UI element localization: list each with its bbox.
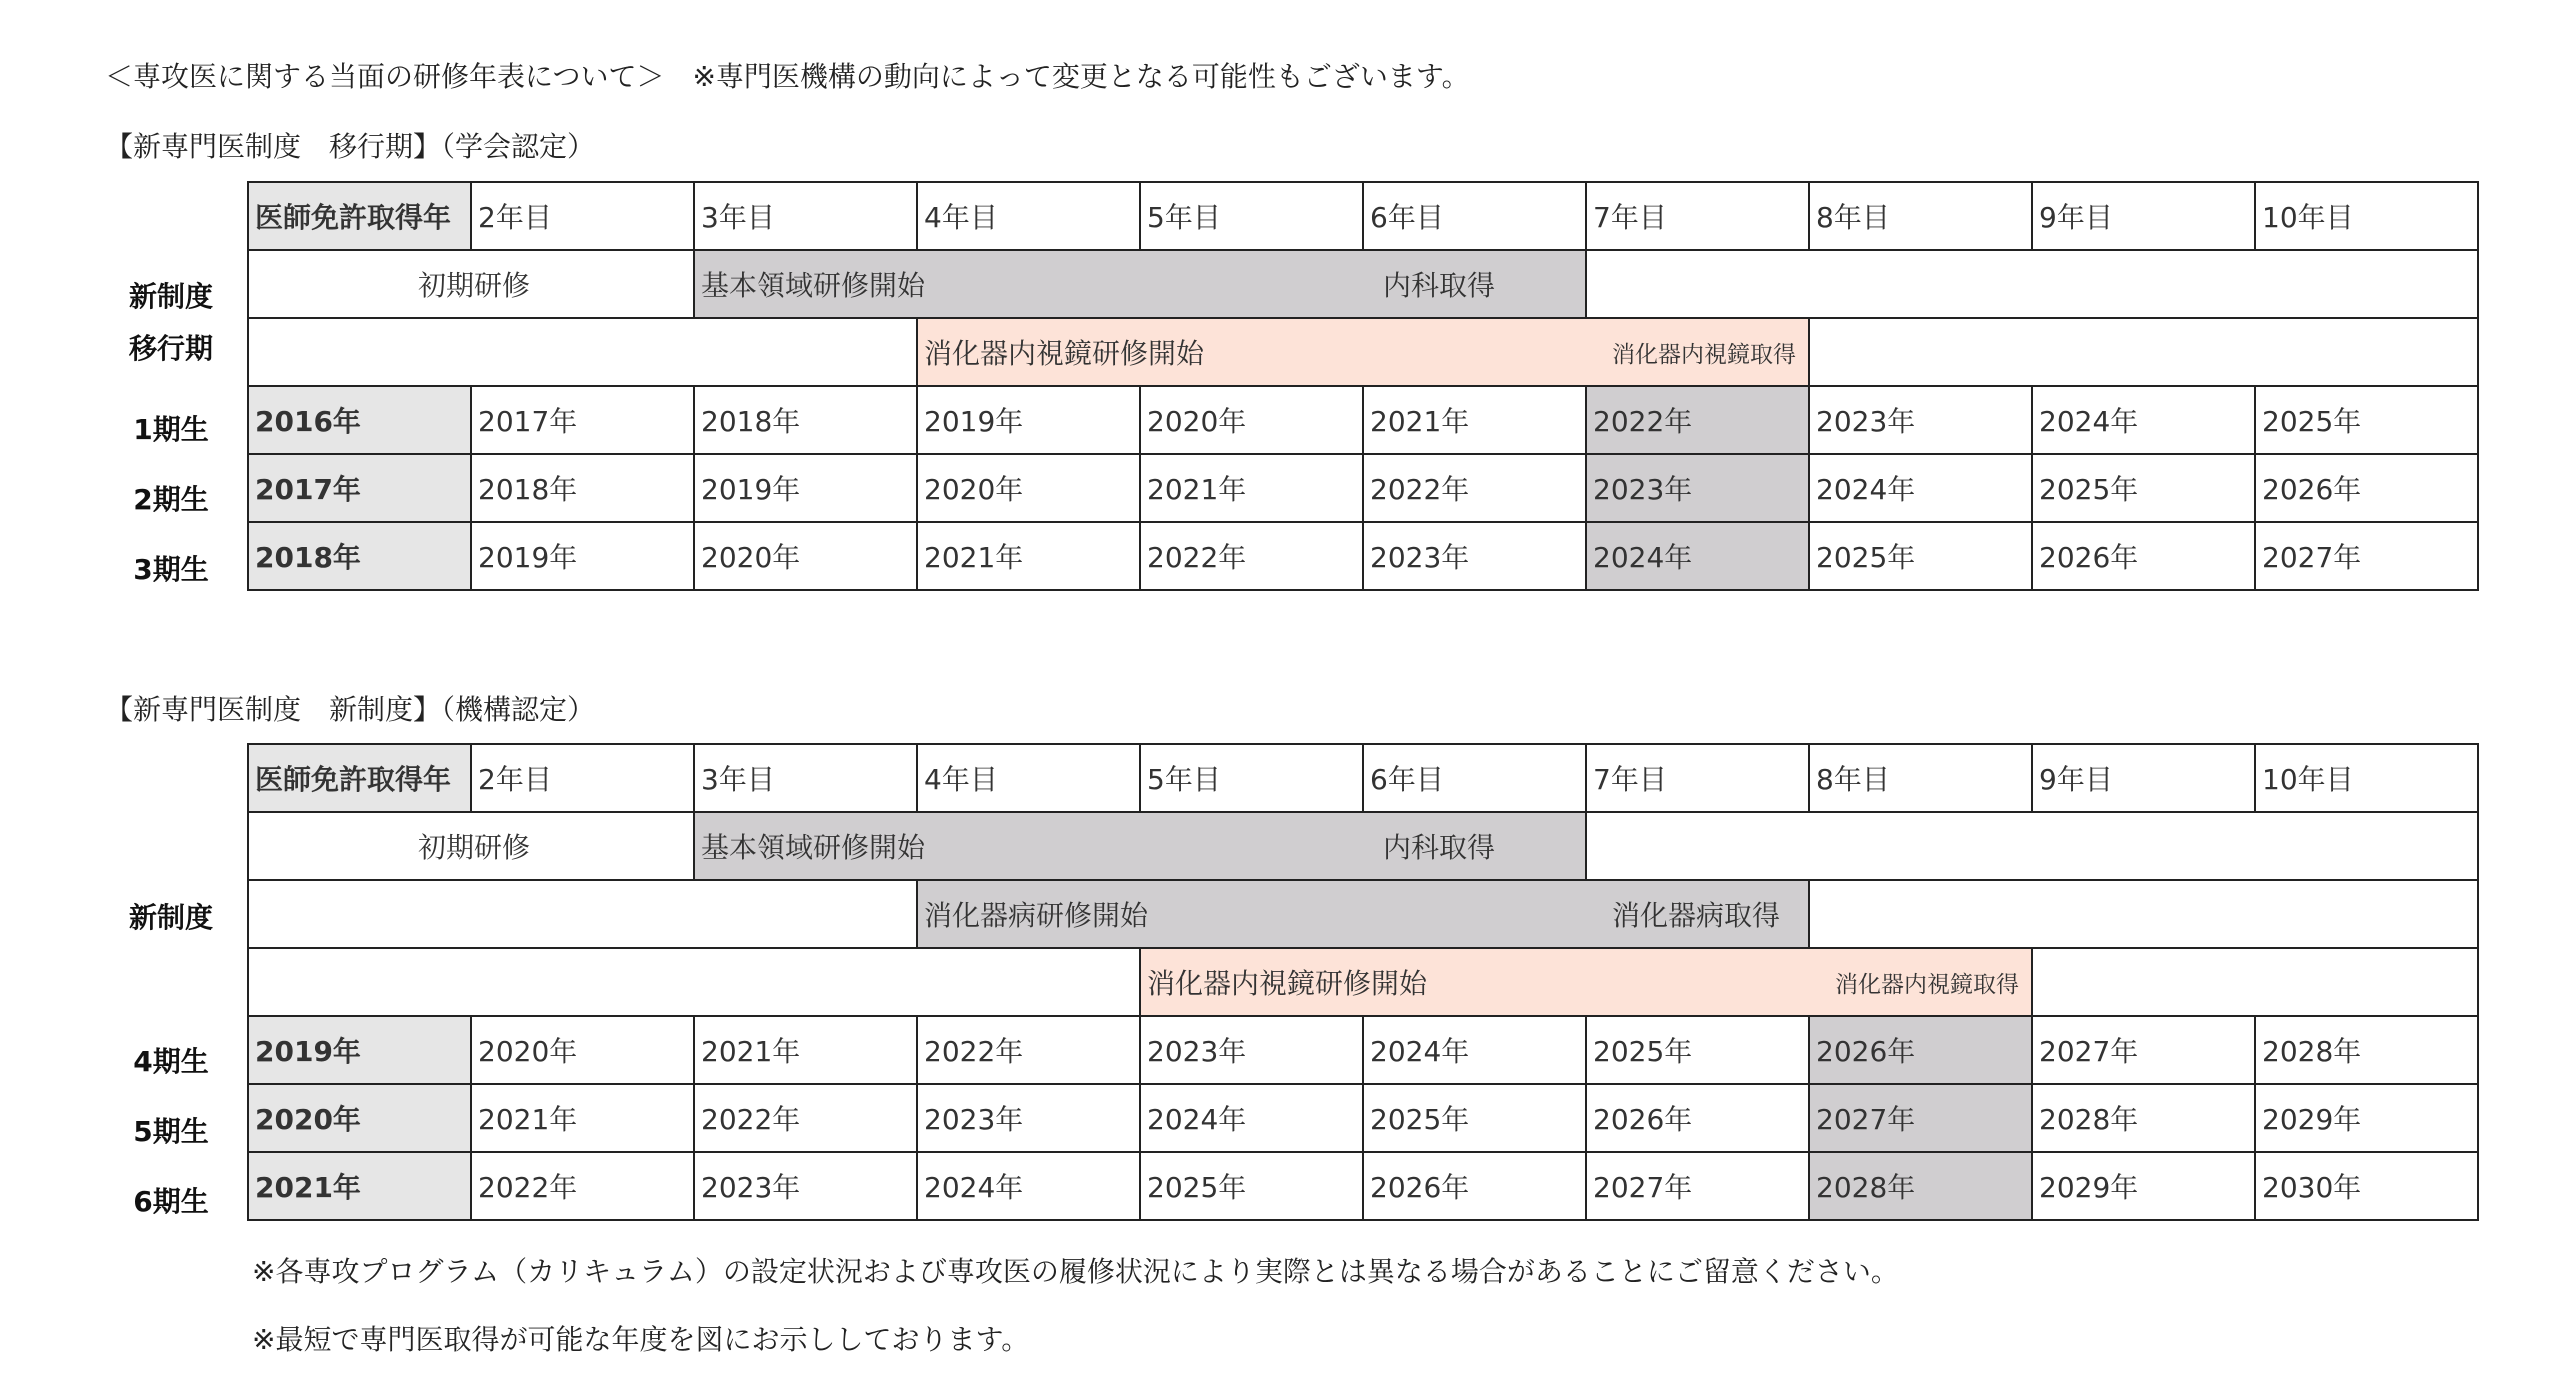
gastroenterology-bar: [917, 880, 1809, 948]
year-cell: 2025年: [2032, 454, 2255, 522]
year-cell: 2028年: [2032, 1084, 2255, 1152]
header-year-cell: 10年目: [2255, 744, 2478, 812]
header-year-cell: 7年目: [1586, 744, 1809, 812]
header-year-cell: 8年目: [1809, 182, 2032, 250]
cohort-label: 3期生: [133, 553, 209, 586]
year-cell: 2023年: [1809, 386, 2032, 454]
header-year-cell: 8年目: [1809, 744, 2032, 812]
cohort-row: [248, 1152, 2478, 1220]
header-year-cell: 9年目: [2032, 182, 2255, 250]
initial-training-cell: 初期研修: [248, 812, 694, 880]
specialist-acquire-year-cell: 2024年: [1586, 522, 1809, 590]
year-cell: 2021年: [917, 522, 1140, 590]
endoscopy-row: [248, 318, 2478, 386]
endoscopy-acquire-label: 消化器内視鏡取得: [1612, 341, 1796, 368]
section2-title: 【新専門医制度 新制度】（機構認定）: [105, 693, 596, 726]
cohort-label: 4期生: [133, 1045, 209, 1078]
empty-cell: [1809, 318, 2478, 386]
license-year-cell: 2017年: [248, 454, 471, 522]
year-cell: 2024年: [917, 1152, 1140, 1220]
year-cell: 2023年: [917, 1084, 1140, 1152]
year-cell: 2025年: [1809, 522, 2032, 590]
cohort-label: 5期生: [133, 1115, 209, 1148]
section2-timeline-table: [247, 743, 2479, 1221]
year-cell: 2023年: [694, 1152, 917, 1220]
empty-cell: [248, 880, 917, 948]
internal-medicine-acquire-label: 内科取得: [1382, 831, 1495, 864]
year-cell: 2021年: [694, 1016, 917, 1084]
header-license-year: 医師免許取得年: [248, 744, 471, 812]
basic-training-row: [248, 250, 2478, 318]
gastroenterology-acquire-label: 消化器病取得: [1611, 899, 1780, 932]
year-cell: 2026年: [2255, 454, 2478, 522]
license-year-cell: 2021年: [248, 1152, 471, 1220]
license-year-cell: 2018年: [248, 522, 471, 590]
year-cell: 2029年: [2255, 1084, 2478, 1152]
year-cell: 2024年: [1140, 1084, 1363, 1152]
endoscopy-bar: [917, 318, 1809, 386]
year-cell: 2017年: [471, 386, 694, 454]
year-cell: 2022年: [1363, 454, 1586, 522]
empty-cell: [2032, 948, 2478, 1016]
specialist-acquire-year-cell: 2022年: [1586, 386, 1809, 454]
empty-cell: [248, 318, 917, 386]
header-row: [248, 744, 2478, 812]
cohort-label: 6期生: [133, 1185, 209, 1218]
year-cell: 2020年: [471, 1016, 694, 1084]
specialist-acquire-year-cell: 2028年: [1809, 1152, 2032, 1220]
year-cell: 2027年: [2255, 522, 2478, 590]
cohort-row: [248, 522, 2478, 590]
page-heading: ＜専攻医に関する当面の研修年表について＞ ※専門医機構の動向によって変更となる可能性もございます。: [105, 60, 1470, 93]
initial-training-cell: 初期研修: [248, 250, 694, 318]
license-year-cell: 2019年: [248, 1016, 471, 1084]
header-year-cell: 2年目: [471, 744, 694, 812]
cohort-row: [248, 386, 2478, 454]
endoscopy-start-label: 消化器内視鏡研修開始: [1147, 967, 1428, 1000]
year-cell: 2020年: [1140, 386, 1363, 454]
year-cell: 2027年: [1586, 1152, 1809, 1220]
header-year-cell: 6年目: [1363, 744, 1586, 812]
year-cell: 2026年: [1363, 1152, 1586, 1220]
empty-cell: [1586, 250, 2478, 318]
empty-cell: [248, 948, 1140, 1016]
year-cell: 2022年: [1140, 522, 1363, 590]
year-cell: 2026年: [2032, 522, 2255, 590]
endoscopy-row: [248, 948, 2478, 1016]
cohort-label: 2期生: [133, 483, 209, 516]
section2-group-label: 新制度: [128, 901, 213, 934]
cohort-row: [248, 1016, 2478, 1084]
header-year-cell: 2年目: [471, 182, 694, 250]
year-cell: 2022年: [471, 1152, 694, 1220]
header-license-year: 医師免許取得年: [248, 182, 471, 250]
license-year-cell: 2020年: [248, 1084, 471, 1152]
basic-domain-bar: [694, 812, 1586, 880]
endoscopy-start-label: 消化器内視鏡研修開始: [924, 337, 1205, 370]
year-cell: 2018年: [694, 386, 917, 454]
year-cell: 2021年: [471, 1084, 694, 1152]
header-year-cell: 3年目: [694, 744, 917, 812]
header-year-cell: 9年目: [2032, 744, 2255, 812]
footnote-shortest: ※最短で専門医取得が可能な年度を図にお示ししております。: [252, 1323, 1030, 1356]
section1-group-label-line2: 移行期: [128, 332, 213, 365]
cohort-row: [248, 454, 2478, 522]
year-cell: 2024年: [2032, 386, 2255, 454]
year-cell: 2025年: [1140, 1152, 1363, 1220]
year-cell: 2021年: [1363, 386, 1586, 454]
basic-training-start-label: 基本領域研修開始: [701, 269, 926, 302]
empty-cell: [1809, 880, 2478, 948]
gastroenterology-row: [248, 880, 2478, 948]
year-cell: 2024年: [1809, 454, 2032, 522]
endoscopy-acquire-label: 消化器内視鏡取得: [1835, 971, 2019, 998]
year-cell: 2019年: [471, 522, 694, 590]
header-year-cell: 4年目: [917, 744, 1140, 812]
year-cell: 2023年: [1363, 522, 1586, 590]
basic-domain-bar: [694, 250, 1586, 318]
cohort-label: 1期生: [133, 413, 209, 446]
header-row: [248, 182, 2478, 250]
header-year-cell: 10年目: [2255, 182, 2478, 250]
specialist-acquire-year-cell: 2027年: [1809, 1084, 2032, 1152]
endoscopy-bar: [1140, 948, 2032, 1016]
year-cell: 2019年: [694, 454, 917, 522]
year-cell: 2025年: [1586, 1016, 1809, 1084]
year-cell: 2028年: [2255, 1016, 2478, 1084]
header-year-cell: 3年目: [694, 182, 917, 250]
cohort-row: [248, 1084, 2478, 1152]
year-cell: 2020年: [694, 522, 917, 590]
year-cell: 2020年: [917, 454, 1140, 522]
header-year-cell: 5年目: [1140, 744, 1363, 812]
year-cell: 2030年: [2255, 1152, 2478, 1220]
year-cell: 2023年: [1140, 1016, 1363, 1084]
year-cell: 2026年: [1586, 1084, 1809, 1152]
license-year-cell: 2016年: [248, 386, 471, 454]
gastroenterology-start-label: 消化器病研修開始: [924, 899, 1149, 932]
section1-timeline-table: [247, 181, 2479, 591]
year-cell: 2021年: [1140, 454, 1363, 522]
header-year-cell: 5年目: [1140, 182, 1363, 250]
internal-medicine-acquire-label: 内科取得: [1382, 269, 1495, 302]
year-cell: 2027年: [2032, 1016, 2255, 1084]
year-cell: 2022年: [917, 1016, 1140, 1084]
header-year-cell: 4年目: [917, 182, 1140, 250]
basic-training-row: [248, 812, 2478, 880]
specialist-acquire-year-cell: 2023年: [1586, 454, 1809, 522]
year-cell: 2019年: [917, 386, 1140, 454]
header-year-cell: 7年目: [1586, 182, 1809, 250]
section1-title: 【新専門医制度 移行期】（学会認定）: [105, 130, 596, 163]
year-cell: 2029年: [2032, 1152, 2255, 1220]
basic-training-start-label: 基本領域研修開始: [701, 831, 926, 864]
section1-group-label-line1: 新制度: [128, 280, 213, 313]
footnote-curriculum: ※各専攻プログラム（カリキュラム）の設定状況および専攻医の履修状況により実際とは異なる場合があることにご留意ください。: [252, 1255, 1899, 1288]
year-cell: 2024年: [1363, 1016, 1586, 1084]
empty-cell: [1586, 812, 2478, 880]
year-cell: 2025年: [2255, 386, 2478, 454]
year-cell: 2025年: [1363, 1084, 1586, 1152]
year-cell: 2022年: [694, 1084, 917, 1152]
specialist-acquire-year-cell: 2026年: [1809, 1016, 2032, 1084]
year-cell: 2018年: [471, 454, 694, 522]
header-year-cell: 6年目: [1363, 182, 1586, 250]
